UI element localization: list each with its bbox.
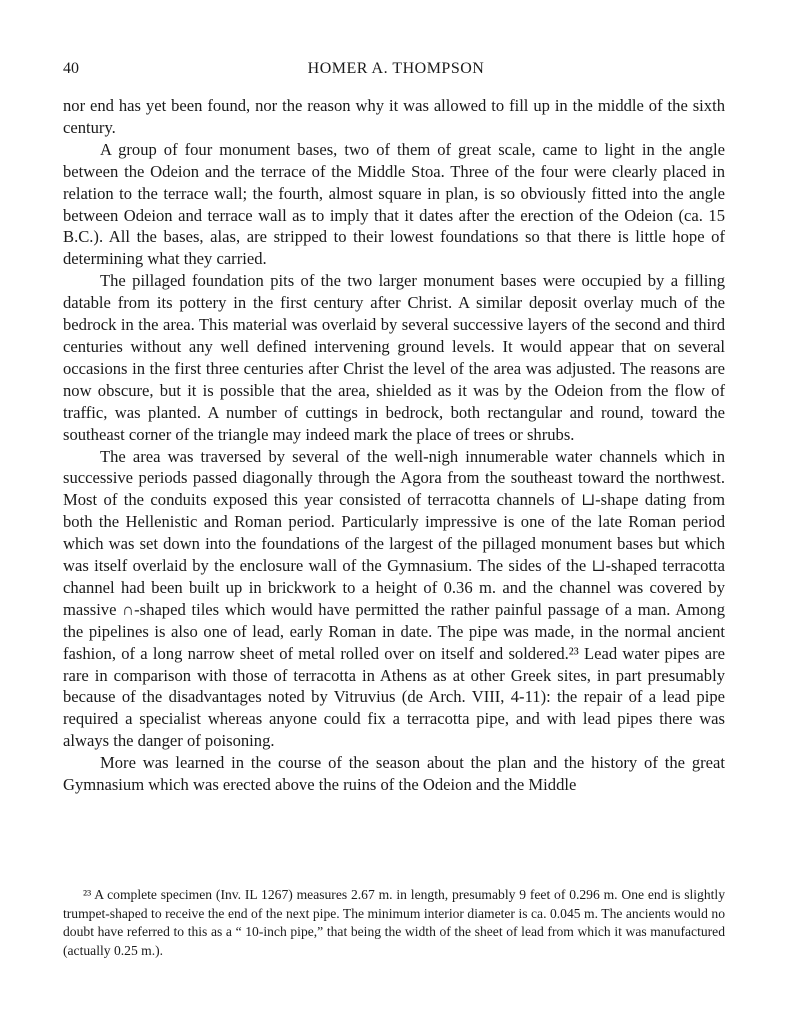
paragraph-foundation-pits: The pillaged foundation pits of the two larger monument bases were occupied by a filling datable from its pottery in the first century after Christ. A similar deposit overlay much of the bedrock in the area. This material was overlaid by several successive layers of the second and third centuries without any well defined intervening ground levels. It would appear that on several occasions in the first three centuries after Christ the level of the area was adjusted. The reasons are now obscure, but it is possible that the area, shielded as it was by the Odeion from the flow of traffic, was planted. A number of cuttings in bedrock, both rectangular and round, toward the southeast corner of the triangle may indeed mark the place of trees or shrubs. [63,271,725,444]
page-number: 40 [63,60,79,77]
paragraph-water-channels: The area was traversed by several of the well-nigh innumerable water channels which in successive periods passed diagonally through the Agora from the southeast toward the northwest. Most of the conduits exposed this year consisted of terracotta channels of ⊔-shape dating from both the Hellenistic and Roman period. Particularly impressive is one of the late Roman period which was set down into the foundations of the largest of the pillaged monument bases but which was itself overlaid by the enclosure wall of the Gymnasium. The sides of the ⊔-shaped terracotta channel had been built up in brickwork to a height of 0.36 m. and the channel was covered by massive ∩-shaped tiles which would have permitted the rather painful passage of a man. Among the pipelines is also one of lead, early Roman in date. The pipe was made, in the normal ancient fashion, of a long narrow sheet of metal rolled over on itself and soldered.²³ Lead water pipes are rare in comparison with those of terracotta in Athens as at other Greek sites, in part presumably because of the disadvantages noted by Vitruvius (de Arch. VIII, 4-11): the repair of a lead pipe required a specialist whereas anyone could fix a terracotta pipe, and with lead pipes there was always the danger of poisoning. [63,446,725,751]
footnotes [63,886,725,960]
paragraph-continuation: nor end has yet been found, nor the reason why it was allowed to fill up in the middle of the sixth century. [63,96,725,137]
paragraph-gymnasium: More was learned in the course of the season about the plan and the history of the great Gymnasium which was erected above the ruins of the Odeion and the Middle [63,753,725,795]
footnote-23: ²³ A complete specimen (Inv. IL 1267) measures 2.67 m. in length, presumably 9 feet of 0.296 m. One end is slightly trumpet-shaped to receive the end of the next pipe. The minimum interior diameter is ca. 0.045 m. The ancients would no doubt have referred to this as a “ 10-inch pipe,” that being the width of the sheet of lead from which it was manufactured (actually 0.25 m.). [63,887,725,958]
body-text [63,95,725,796]
page-header [63,60,729,82]
paragraph-monument-bases: A group of four monument bases, two of them of great scale, came to light in the angle between the Odeion and the terrace of the Middle Stoa. Three of the four were clearly placed in relation to the terrace wall; the fourth, almost square in plan, is so obviously fitted into the angle between Odeion and terrace wall as to imply that it dates after the erection of the Odeion (ca. 15 B.C.). All the bases, alas, are stripped to their lowest foundations so that there is little hope of determining what they carried. [63,139,725,269]
running-head: HOMER A. THOMPSON [307,60,485,77]
